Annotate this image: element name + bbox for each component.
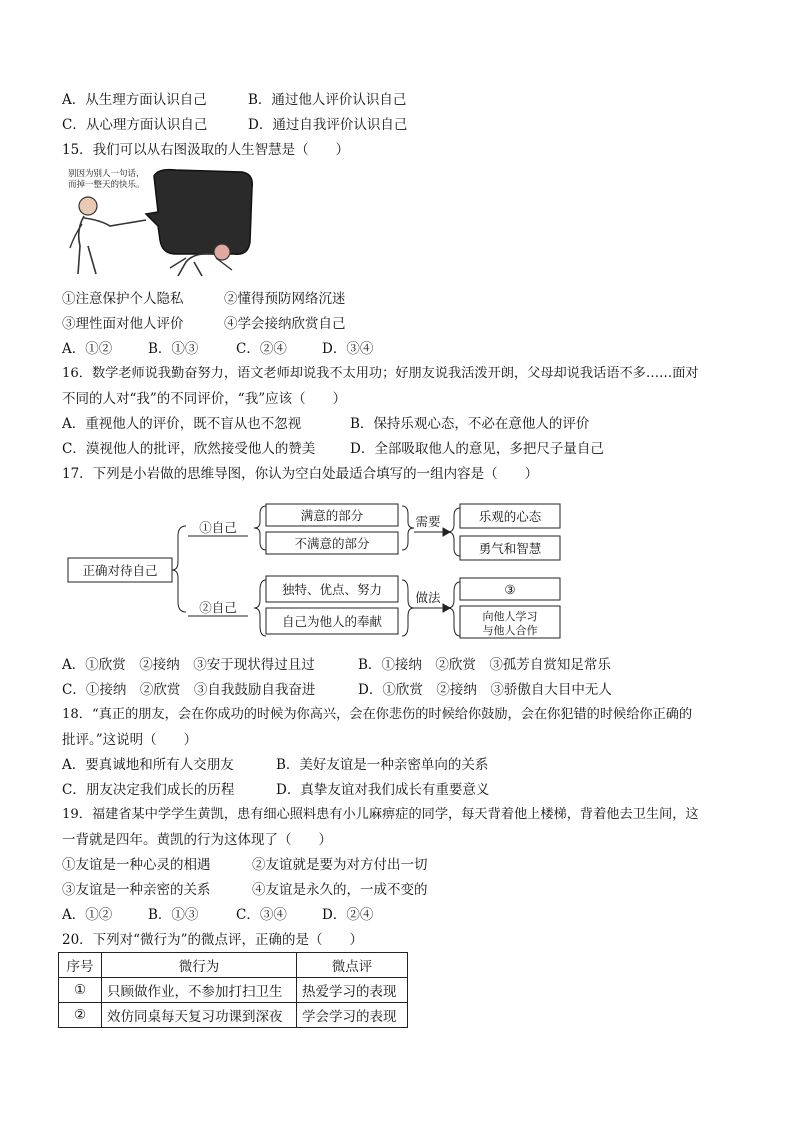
q19-item-4: ④友谊是永久的，一成不变的 <box>252 882 428 898</box>
mindmap-b1-item-2: 不满意的部分 <box>294 536 370 551</box>
table-cell: 效仿同桌每天复习功课到深夜 <box>102 1003 297 1028</box>
q14-option-b: B．通过他人评价认识自己 <box>248 92 407 108</box>
q15-option-b: B．①③ <box>148 341 199 357</box>
table-header-row <box>59 953 408 978</box>
cartoon-caption-line2: 而掉一整天的快乐。 <box>68 180 145 190</box>
table-cell: 只顾做作业，不参加打扫卫生 <box>102 978 297 1003</box>
mindmap-b1-item-1: 满意的部分 <box>300 508 364 523</box>
table-row <box>59 1003 408 1028</box>
q15-item-3: ③理性面对他人评价 <box>62 316 184 332</box>
q19-item-3: ③友谊是一种亲密的关系 <box>62 882 211 898</box>
q16-option-c: C．漠视他人的批评，欣然接受他人的赞美 <box>62 441 316 457</box>
mindmap-b2-item-2: 自己为他人的奉献 <box>281 614 383 629</box>
q15-option-a: A．①② <box>62 341 113 357</box>
q19-item-1: ①友谊是一种心灵的相遇 <box>62 857 211 873</box>
mindmap-b2-result-2: 向他人学习 <box>482 610 538 623</box>
q14-option-d: D．通过自我评价认识自己 <box>248 117 408 133</box>
q18-option-c: C．朋友决定我们成长的历程 <box>62 782 235 798</box>
mindmap-b1-result-2: 勇气和智慧 <box>478 541 542 556</box>
q16-option-a: A．重视他人的评价，既不盲从也不忽视 <box>62 416 302 432</box>
cartoon-caption-line1: 别因为别人一句话， <box>68 169 145 179</box>
q18-stem-line2: 批评。”这说明（ ） <box>62 732 198 748</box>
mindmap-b2-result-blank: ③ <box>504 582 516 597</box>
q14-option-c: C．从心理方面认识自己 <box>62 117 208 133</box>
mindmap-branch2: ②自己 <box>199 600 237 615</box>
q19-option-b: B．①③ <box>148 907 199 923</box>
q17-stem: 17．下列是小岩做的思维导图，你认为空白处最适合填写的一组内容是（ ） <box>62 466 539 482</box>
q17-option-b: B．①接纳 ②欣赏 ③孤芳自赏知足常乐 <box>358 657 611 673</box>
q19-option-a: A．①② <box>62 907 113 923</box>
mindmap-b2-item-1: 独特、优点、努力 <box>281 582 383 597</box>
q16-stem-line1: 16．数学老师说我勤奋努力，语文老师却说我不太用功；好朋友说我活泼开朗，父母却说我话语不多……面对 <box>62 366 699 381</box>
table-header-cell: 微行为 <box>102 953 297 978</box>
table-cell: ② <box>59 1003 102 1028</box>
q19-stem-line2: 一背就是四年。黄凯的行为这体现了（ ） <box>62 832 332 848</box>
q19-stem-line1: 19．福建省某中学学生黄凯，患有细心照料患有小儿麻痹症的同学，每天背着他上楼梯，背着他去卫生间，这 <box>62 807 699 822</box>
q19-item-2: ②友谊就是要为对方付出一切 <box>252 857 428 873</box>
table-header-cell: 序号 <box>59 953 102 978</box>
table-cell: ① <box>59 978 102 1003</box>
table-header-cell: 微点评 <box>297 953 408 978</box>
q18-option-d: D．真挚友谊对我们成长有重要意义 <box>276 782 490 798</box>
q18-option-a: A．要真诚地和所有人交朋友 <box>62 757 234 773</box>
mindmap-b1-link: 需要 <box>415 514 441 529</box>
q15-item-4: ④学会接纳欣赏自己 <box>224 316 346 332</box>
q19-option-d: D．②④ <box>322 907 374 923</box>
mindmap-b1-result-1: 乐观的心态 <box>478 509 542 524</box>
behavior-table <box>58 952 408 1028</box>
q18-stem-line1: 18．“真正的朋友，会在你成功的时候为你高兴，会在你悲伤的时候给你鼓励，会在你犯错的时候给你正确的 <box>62 707 693 722</box>
cartoon-illustration <box>66 166 260 278</box>
table-cell: 学会学习的表现 <box>297 1003 408 1028</box>
q17-option-c: C．①接纳 ②欣赏 ③自我鼓励自我奋进 <box>62 682 316 698</box>
q16-stem-line2: 不同的人对“我”的不同评价，“我”应该（ ） <box>62 391 347 407</box>
table-row <box>59 978 408 1003</box>
q15-item-2: ②懂得预防网络沉迷 <box>224 291 346 307</box>
q19-option-c: C．③④ <box>236 907 287 923</box>
q15-option-d: D．③④ <box>322 341 374 357</box>
q15-stem: 15．我们可以从右图汲取的人生智慧是（ ） <box>62 142 350 158</box>
q20-stem: 20．下列对“微行为”的微点评，正确的是（ ） <box>62 932 363 948</box>
table-cell: 热爱学习的表现 <box>297 978 408 1003</box>
q18-option-b: B．美好友谊是一种亲密单向的关系 <box>276 757 489 773</box>
q15-item-1: ①注意保护个人隐私 <box>62 291 184 307</box>
q17-option-d: D．①欣赏 ②接纳 ③骄傲自大目中无人 <box>358 682 612 698</box>
mindmap-b2-result-3: 与他人合作 <box>482 624 538 637</box>
q15-option-c: C．②④ <box>236 341 287 357</box>
q16-option-d: D．全部吸取他人的意见，多把尺子量自己 <box>350 441 604 457</box>
q16-option-b: B．保持乐观心态，不必在意他人的评价 <box>350 416 590 432</box>
q17-option-a: A．①欣赏 ②接纳 ③安于现状得过且过 <box>62 657 315 673</box>
mindmap-branch1: ①自己 <box>199 520 237 535</box>
mind-map <box>66 496 566 644</box>
mindmap-root: 正确对待自己 <box>82 563 158 578</box>
mindmap-b2-link: 做法 <box>415 590 441 605</box>
q14-option-a: A．从生理方面认识自己 <box>62 92 207 108</box>
